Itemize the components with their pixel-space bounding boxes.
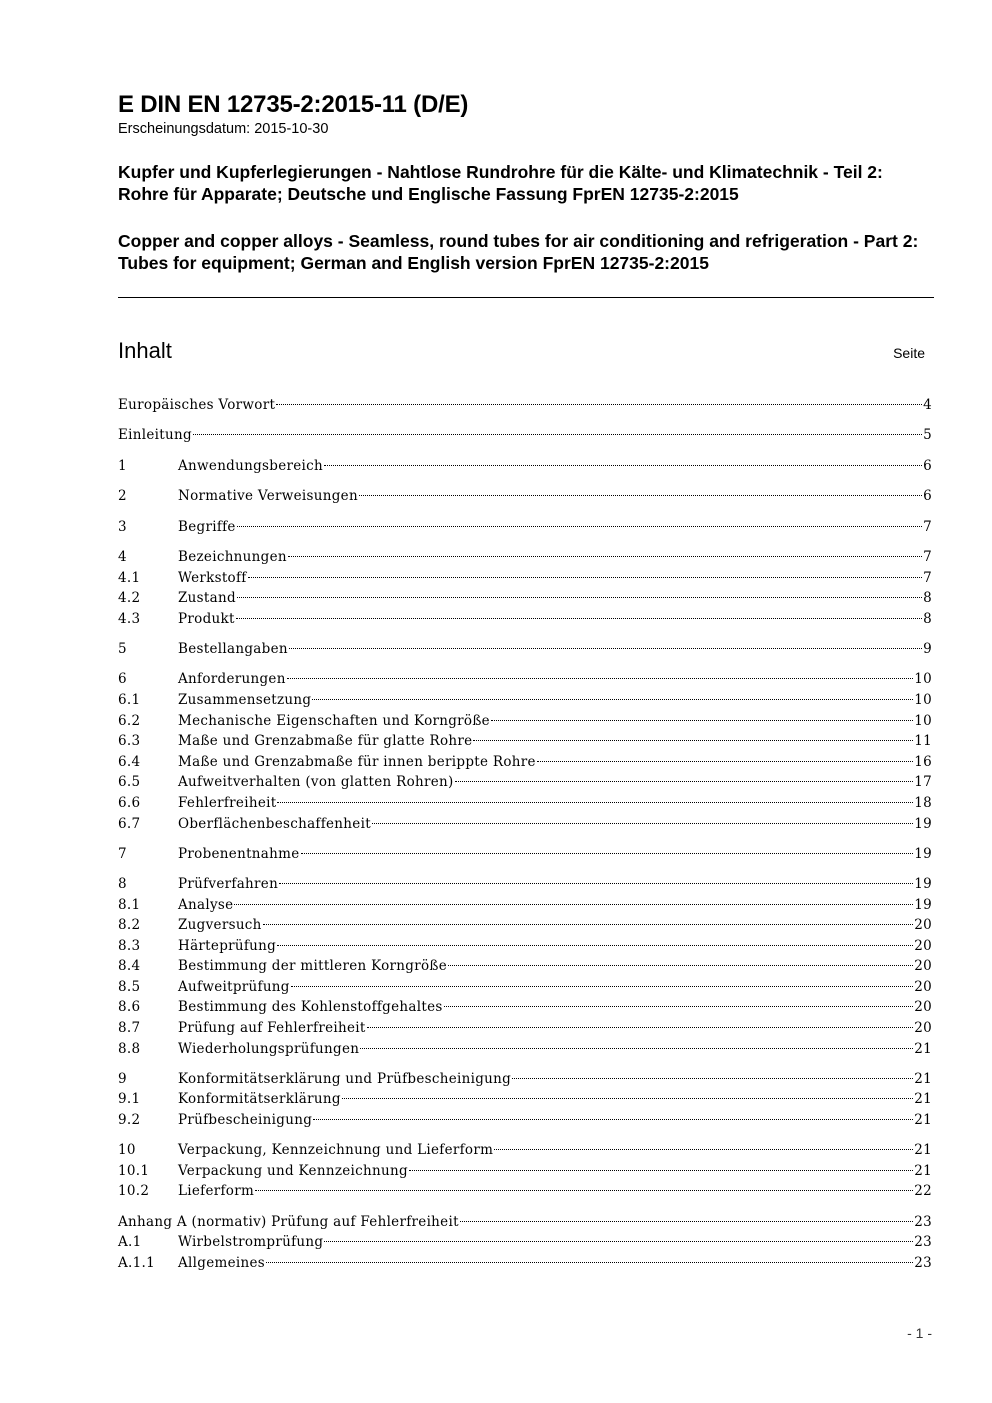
- toc-entry-title: Maße und Grenzabmaße für innen berippte Rohre: [178, 754, 536, 770]
- toc-entry-title: Wiederholungsprüfungen: [178, 1041, 360, 1057]
- toc-dot-leader: [342, 1098, 913, 1099]
- toc-dot-leader: [312, 699, 913, 700]
- toc-entry-title: Normative Verweisungen: [178, 488, 358, 504]
- toc-entry-title: Anforderungen: [178, 671, 286, 687]
- toc-entry-title: Aufweitprüfung: [178, 979, 290, 995]
- toc-heading: Inhalt: [118, 338, 172, 363]
- toc-entry-page: 19: [914, 876, 932, 892]
- toc-entry-title: Bestimmung der mittleren Korngröße: [178, 958, 448, 974]
- toc-dot-leader: [367, 1027, 914, 1028]
- toc-dot-leader: [444, 1006, 914, 1007]
- toc-entry-title: Lieferform: [178, 1183, 255, 1199]
- toc-entry-number: 8.6: [118, 999, 141, 1015]
- toc-entry-title: Mechanische Eigenschaften und Korngröße: [178, 713, 490, 729]
- toc-entry-page: 10: [914, 713, 932, 729]
- toc-dot-leader: [301, 853, 914, 854]
- toc-entry[interactable]: [118, 588, 932, 608]
- toc-dot-leader: [512, 1078, 913, 1079]
- toc-entry[interactable]: [118, 639, 932, 659]
- toc-entry-title: Bezeichnungen: [178, 549, 287, 565]
- toc-entry-page: 4: [923, 397, 932, 413]
- toc-entry-number: 6.2: [118, 713, 141, 729]
- toc-entry-number: 4.1: [118, 570, 141, 586]
- toc-entry-number: 1: [118, 458, 127, 474]
- toc-entry[interactable]: [118, 997, 932, 1017]
- toc-dot-leader: [291, 986, 913, 987]
- toc-entry-number: 6.1: [118, 692, 141, 708]
- toc-entry-page: 11: [914, 733, 932, 749]
- toc-entry[interactable]: [118, 1110, 932, 1130]
- toc-dot-leader: [287, 678, 913, 679]
- toc-entry-number: 10.2: [118, 1183, 150, 1199]
- toc-entry-title: Allgemeines: [178, 1255, 266, 1271]
- toc-entry-page: 23: [914, 1214, 932, 1230]
- toc-dot-leader: [359, 495, 922, 496]
- toc-entry-page: 5: [923, 427, 932, 443]
- toc-entry[interactable]: [118, 874, 932, 894]
- toc-entry-title: Probenentnahme: [178, 846, 300, 862]
- header-divider: [118, 297, 934, 298]
- toc-entry[interactable]: [118, 568, 932, 588]
- toc-entry-title: Bestimmung des Kohlenstoffgehaltes: [178, 999, 443, 1015]
- toc-entry-page: 20: [914, 958, 932, 974]
- toc-dot-leader: [234, 904, 913, 905]
- toc-entry-title: Verpackung und Kennzeichnung: [178, 1163, 408, 1179]
- toc-entry-page: 21: [914, 1112, 932, 1128]
- toc-entry-title: Prüfung auf Fehlerfreiheit: [178, 1020, 366, 1036]
- toc-dot-leader: [313, 1119, 913, 1120]
- toc-dot-leader: [248, 577, 923, 578]
- toc-entry-page: 7: [923, 549, 932, 565]
- toc-entry-page: 7: [923, 570, 932, 586]
- document-title: E DIN EN 12735-2:2015-11 (D/E): [118, 91, 469, 118]
- toc-entry-page: 23: [914, 1255, 932, 1271]
- toc-entry-title: Zugversuch: [178, 917, 262, 933]
- toc-dot-leader: [279, 883, 913, 884]
- toc-dot-leader: [460, 1221, 913, 1222]
- toc-entry-title: Europäisches Vorwort: [118, 397, 276, 413]
- toc-entry-page: 21: [914, 1142, 932, 1158]
- toc-entry-number: 8.7: [118, 1020, 141, 1036]
- toc-entry[interactable]: [118, 772, 932, 792]
- toc-entry[interactable]: [118, 690, 932, 710]
- toc-dot-leader: [277, 802, 913, 803]
- toc-entry-title: Analyse: [178, 897, 234, 913]
- toc-dot-leader: [237, 526, 922, 527]
- toc-entry-page: 10: [914, 671, 932, 687]
- toc-entry-title: Maße und Grenzabmaße für glatte Rohre: [178, 733, 473, 749]
- toc-entry[interactable]: [118, 915, 932, 935]
- toc-entry-number: 4.3: [118, 611, 141, 627]
- toc-entry-number: 6.7: [118, 816, 141, 832]
- publication-date: Erscheinungsdatum: 2015-10-30: [118, 121, 329, 137]
- toc-entry-number: 6: [118, 671, 127, 687]
- toc-entry-title: Verpackung, Kennzeichnung und Lieferform: [178, 1142, 494, 1158]
- toc-entry-page: 8: [923, 611, 932, 627]
- toc-entry-page: 9: [923, 641, 932, 657]
- toc-dot-leader: [473, 740, 913, 741]
- toc-entry[interactable]: [118, 711, 932, 731]
- toc-entry-number: A.1.1: [118, 1255, 156, 1271]
- toc-entry-title: Oberflächenbeschaffenheit: [178, 816, 371, 832]
- toc-entry-title: Anhang A (normativ) Prüfung auf Fehlerfreiheit: [118, 1214, 459, 1230]
- toc-entry-number: 4: [118, 549, 127, 565]
- toc-page-label: Seite: [893, 345, 925, 361]
- toc-entry-title: Prüfbescheinigung: [178, 1112, 313, 1128]
- toc-entry[interactable]: [118, 1212, 932, 1232]
- toc-entry-number: 3: [118, 519, 127, 535]
- toc-entry-number: A.1: [118, 1234, 142, 1250]
- toc-entry-page: 20: [914, 1020, 932, 1036]
- toc-entry-title: Anwendungsbereich: [178, 458, 324, 474]
- toc-entry-page: 21: [914, 1091, 932, 1107]
- title-german: Kupfer und Kupferlegierungen - Nahtlose Rundrohre für die Kälte- und Klimatechnik - Teil 2: Rohre für Apparate; Deutsche und Englische Fassung FprEN 12735-2:2015: [118, 162, 883, 204]
- toc-entry-page: 20: [914, 917, 932, 933]
- toc-entry-number: 8.8: [118, 1041, 141, 1057]
- toc-entry[interactable]: [118, 1039, 932, 1059]
- toc-entry-title: Konformitätserklärung: [178, 1091, 341, 1107]
- toc-entry-page: 20: [914, 938, 932, 954]
- toc-entry-page: 19: [914, 897, 932, 913]
- toc-dot-leader: [324, 465, 922, 466]
- toc-entry[interactable]: [118, 752, 932, 772]
- toc-entry[interactable]: [118, 1181, 932, 1201]
- toc-entry-page: 21: [914, 1163, 932, 1179]
- toc-entry[interactable]: [118, 731, 932, 751]
- toc-entry-title: Zusammensetzung: [178, 692, 312, 708]
- toc-entry-title: Bestellangaben: [178, 641, 288, 657]
- toc-dot-leader: [324, 1241, 913, 1242]
- toc-entry-number: 8.4: [118, 958, 141, 974]
- toc-entry-number: 6.6: [118, 795, 141, 811]
- toc-entry[interactable]: [118, 1232, 932, 1252]
- toc-entry-page: 19: [914, 816, 932, 832]
- toc-entry-number: 10: [118, 1142, 136, 1158]
- toc-entry[interactable]: [118, 844, 932, 864]
- toc-entry-page: 21: [914, 1041, 932, 1057]
- toc-entry[interactable]: [118, 1018, 932, 1038]
- toc-entry-page: 6: [923, 458, 932, 474]
- toc-entry-number: 8.3: [118, 938, 141, 954]
- toc-entry[interactable]: [118, 1253, 932, 1273]
- toc-entry-number: 6.5: [118, 774, 141, 790]
- toc-entry-title: Härteprüfung: [178, 938, 277, 954]
- toc-dot-leader: [289, 648, 922, 649]
- toc-entry-title: Einleitung: [118, 427, 192, 443]
- toc-entry-page: 7: [923, 519, 932, 535]
- toc-dot-leader: [277, 945, 913, 946]
- toc-dot-leader: [448, 965, 913, 966]
- toc-entry-page: 20: [914, 979, 932, 995]
- toc-entry-page: 18: [914, 795, 932, 811]
- toc-dot-leader: [263, 924, 914, 925]
- toc-entry-number: 5: [118, 641, 127, 657]
- title-english: Copper and copper alloys - Seamless, round tubes for air conditioning and refrigeration - Part 2: Tubes for equipment; German and English version FprEN 12735-2:2015: [118, 231, 919, 273]
- toc-entry-page: 20: [914, 999, 932, 1015]
- toc-entry-page: 22: [914, 1183, 932, 1199]
- toc-entry-title: Wirbelstromprüfung: [178, 1234, 324, 1250]
- toc-dot-leader: [255, 1190, 913, 1191]
- toc-dot-leader: [409, 1170, 913, 1171]
- toc-entry[interactable]: [118, 456, 932, 476]
- toc-entry-page: 16: [914, 754, 932, 770]
- toc-dot-leader: [266, 1262, 913, 1263]
- toc-entry-number: 6.4: [118, 754, 141, 770]
- toc-entry[interactable]: [118, 425, 932, 445]
- toc-dot-leader: [193, 434, 922, 435]
- toc-entry-number: 10.1: [118, 1163, 150, 1179]
- toc-entry-page: 17: [914, 774, 932, 790]
- toc-entry[interactable]: [118, 814, 932, 834]
- toc-entry-page: 19: [914, 846, 932, 862]
- toc-dot-leader: [276, 404, 922, 405]
- toc-dot-leader: [455, 781, 914, 782]
- toc-entry[interactable]: [118, 547, 932, 567]
- page-number: - 1 -: [907, 1325, 932, 1341]
- toc-entry-title: Produkt: [178, 611, 235, 627]
- toc-dot-leader: [372, 823, 913, 824]
- toc-entry[interactable]: [118, 395, 932, 415]
- toc-entry[interactable]: [118, 486, 932, 506]
- toc-entry[interactable]: [118, 1161, 932, 1181]
- toc-entry-page: 8: [923, 590, 932, 606]
- toc-entry[interactable]: [118, 669, 932, 689]
- toc-entry-page: 21: [914, 1071, 932, 1087]
- toc-entry[interactable]: [118, 895, 932, 915]
- toc-entry-number: 9.2: [118, 1112, 141, 1128]
- toc-entry[interactable]: [118, 977, 932, 997]
- toc-entry-page: 10: [914, 692, 932, 708]
- toc-entry[interactable]: [118, 1069, 932, 1089]
- toc-entry-title: Zustand: [178, 590, 236, 606]
- toc-dot-leader: [236, 618, 922, 619]
- toc-entry-number: 8.5: [118, 979, 141, 995]
- toc-entry-title: Aufweitverhalten (von glatten Rohren): [178, 774, 454, 790]
- toc-entry-number: 7: [118, 846, 127, 862]
- toc-dot-leader: [237, 597, 922, 598]
- toc-entry-page: 6: [923, 488, 932, 504]
- toc-entry[interactable]: [118, 1140, 932, 1160]
- toc-entry[interactable]: [118, 609, 932, 629]
- toc-entry[interactable]: [118, 956, 932, 976]
- toc-entry-number: 2: [118, 488, 127, 504]
- toc-entry-title: Werkstoff: [178, 570, 247, 586]
- toc-entry[interactable]: [118, 936, 932, 956]
- toc-entry-number: 8.2: [118, 917, 141, 933]
- toc-entry[interactable]: [118, 517, 932, 537]
- toc-entry-number: 8.1: [118, 897, 141, 913]
- toc-dot-leader: [537, 761, 913, 762]
- toc-dot-leader: [288, 556, 922, 557]
- toc-entry-number: 9: [118, 1071, 127, 1087]
- toc-entry-title: Begriffe: [178, 519, 236, 535]
- toc-entry[interactable]: [118, 793, 932, 813]
- toc-entry-number: 4.2: [118, 590, 141, 606]
- toc-dot-leader: [360, 1048, 913, 1049]
- toc-entry-number: 9.1: [118, 1091, 141, 1107]
- toc-entry-number: 8: [118, 876, 127, 892]
- toc-entry-title: Konformitätserklärung und Prüfbescheinigung: [178, 1071, 512, 1087]
- toc-entry-number: 6.3: [118, 733, 141, 749]
- toc-entry-page: 23: [914, 1234, 932, 1250]
- toc-dot-leader: [491, 720, 913, 721]
- toc-entry-title: Fehlerfreiheit: [178, 795, 277, 811]
- toc-entry-title: Prüfverfahren: [178, 876, 279, 892]
- toc-entry[interactable]: [118, 1089, 932, 1109]
- toc-dot-leader: [494, 1149, 913, 1150]
